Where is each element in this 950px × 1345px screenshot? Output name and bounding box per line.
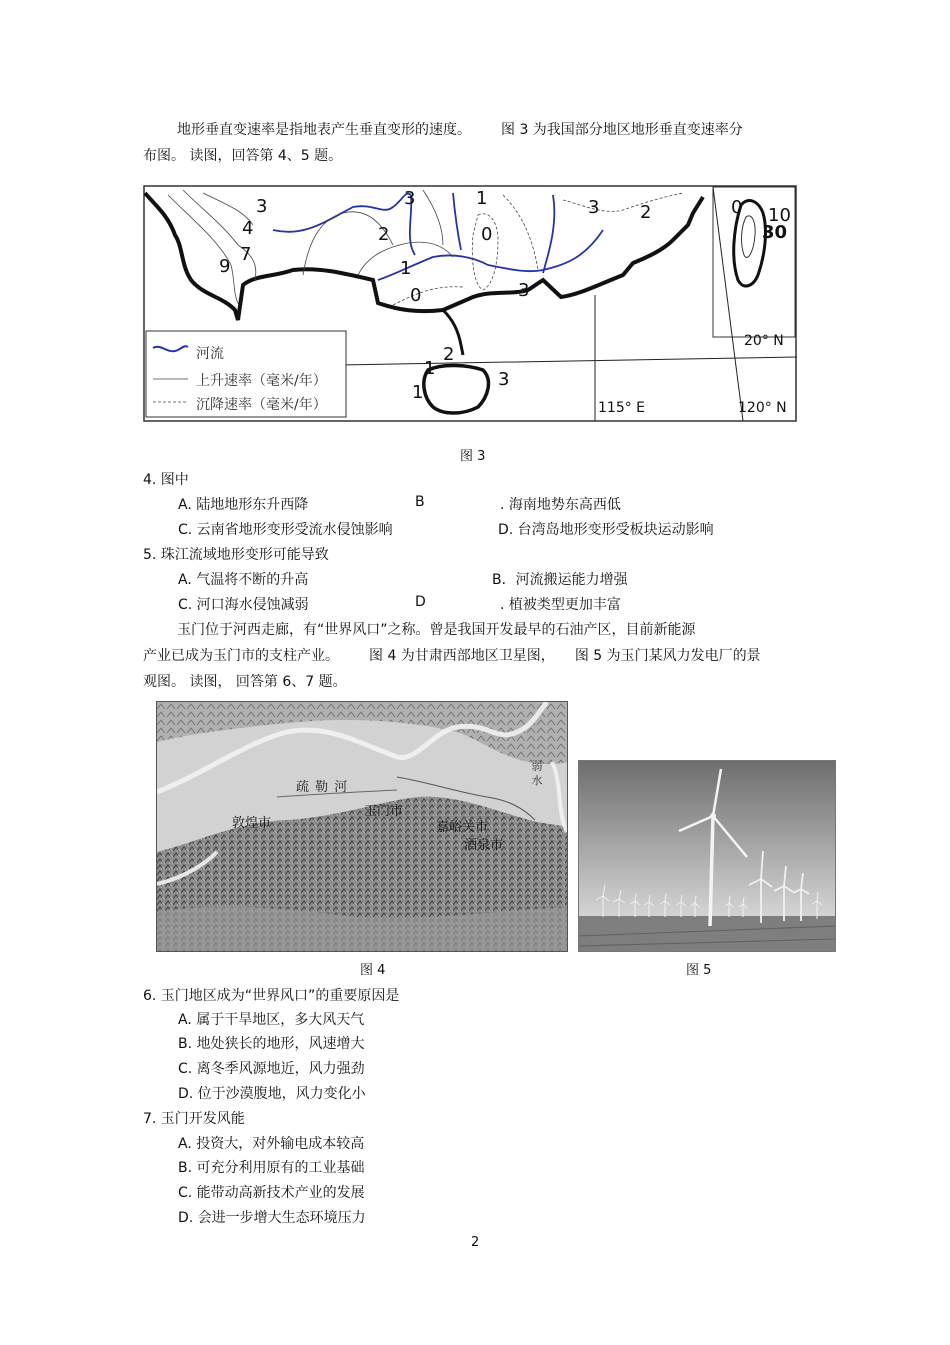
figure4-city-dunhuang: 敦煌市 (232, 816, 272, 831)
contour-label: 2 (443, 344, 455, 365)
contour-label: 10 (768, 205, 791, 226)
contour-label: 3 (518, 280, 530, 301)
contour-label: 3 (404, 188, 416, 209)
figure5-wind-farm-photo (578, 760, 836, 952)
q4-stem: 4. 图中 (143, 472, 189, 488)
q4-option-b: . 海南地势东高西低 (500, 497, 621, 513)
contour-label: 2 (378, 224, 390, 245)
intro2-line2a: 产业已成为玉门市的支柱产业。 (143, 648, 339, 664)
q5-option-c: C. 河口海水侵蚀减弱 (178, 597, 309, 613)
figure4-city-jiuquan: 酒泉市 (464, 838, 504, 853)
contour-label: 3 (588, 197, 600, 218)
contour-label: 0 (410, 285, 422, 306)
q4-option-c: C. 云南省地形变形受流水侵蚀影响 (178, 522, 393, 538)
intro1-line1a: 地形垂直变速率是指地表产生垂直变形的速度。 (177, 122, 471, 138)
q6-stem: 6. 玉门地区成为“世界风口”的重要原因是 (143, 988, 400, 1004)
legend-river-label: 河流 (196, 346, 224, 362)
q6-option-c: C. 离冬季风源地近，风力强劲 (178, 1061, 365, 1077)
contour-label: 4 (242, 218, 254, 239)
figure4-river-label: 疏 勒 河 (296, 780, 349, 795)
q6-option-a: A. 属于干旱地区，多大风天气 (178, 1012, 365, 1028)
q4-option-b-letter: B (415, 494, 425, 510)
contour-label: 30 (762, 222, 788, 243)
contour-label: 1 (476, 188, 488, 209)
q5-option-a: A. 气温将不断的升高 (178, 572, 309, 588)
legend-rise-label: 上升速率（毫米/年） (196, 373, 327, 389)
contour-label: 7 (240, 244, 252, 265)
figure4-water-label: 弱 水 (530, 760, 543, 786)
contour-label: 1 (412, 382, 424, 403)
intro1-line1b: 图 3 为我国部分地区地形垂直变速率分 (501, 122, 743, 138)
q5-option-d: . 植被类型更加丰富 (500, 597, 621, 613)
page-number: 2 (471, 1235, 480, 1250)
q7-option-d: D. 会进一步增大生态环境压力 (178, 1210, 366, 1226)
contour-label: 1 (424, 358, 436, 379)
contour-label: 3 (256, 196, 268, 217)
q7-option-c: C. 能带动高新技术产业的发展 (178, 1185, 365, 1201)
intro2-line3: 观图。 读图， 回答第 6、7 题。 (143, 674, 347, 690)
contour-label: 9 (219, 256, 231, 277)
contour-label: 3 (498, 369, 510, 390)
latitude-label: 20° N (744, 333, 784, 349)
contour-label: 1 (400, 258, 412, 279)
q6-option-d: D. 位于沙漠腹地，风力变化小 (178, 1086, 366, 1102)
figure4-caption: 图 4 (360, 963, 386, 978)
intro2-line2 (143, 643, 793, 669)
figure5-caption: 图 5 (686, 963, 712, 978)
figure4-terrain (157, 702, 568, 952)
legend-sink-label: 沉降速率（毫米/年） (196, 397, 327, 413)
q5-option-d-letter: D (415, 594, 426, 610)
intro2-line2b: 图 4 为甘肃西部地区卫星图， (369, 648, 555, 664)
q6-option-b: B. 地处狭长的地形，风速增大 (178, 1036, 365, 1052)
figure4-satellite-map (156, 701, 568, 952)
q5-option-b: B．河流搬运能力增强 (492, 572, 628, 588)
intro2-line2c: 图 5 为玉门某风力发电厂的景 (574, 648, 761, 664)
longitude-120-label: 120° N (738, 400, 787, 416)
q7-stem: 7. 玉门开发风能 (143, 1111, 245, 1127)
q5-stem: 5. 珠江流域地形变形可能导致 (143, 547, 329, 563)
contour-label: 2 (640, 202, 652, 223)
figure5-scene (579, 761, 836, 952)
figure4-city-jiayuguan: 嘉峪关市 (436, 820, 489, 835)
intro2-line1: 玉门位于河西走廊，有“世界风口”之称。曾是我国开发最早的石油产区，目前新能源 (177, 622, 696, 638)
figure3-caption: 图 3 (460, 449, 486, 464)
q4-option-d: D. 台湾岛地形变形受板块运动影响 (498, 522, 714, 538)
contour-label: 0 (481, 224, 493, 245)
intro1-line2: 布图。 读图，回答第 4、5 题。 (143, 148, 343, 164)
intro-paragraph-1 (143, 117, 793, 143)
figure4-city-yumen: 玉门市 (364, 804, 404, 819)
contour-label: 0 (731, 197, 743, 218)
q7-option-b: B. 可充分利用原有的工业基础 (178, 1160, 365, 1176)
q4-option-a: A. 陆地地形东升西降 (178, 497, 309, 513)
longitude-115-label: 115° E (598, 400, 646, 416)
q7-option-a: A. 投资大，对外输电成本较高 (178, 1136, 365, 1152)
